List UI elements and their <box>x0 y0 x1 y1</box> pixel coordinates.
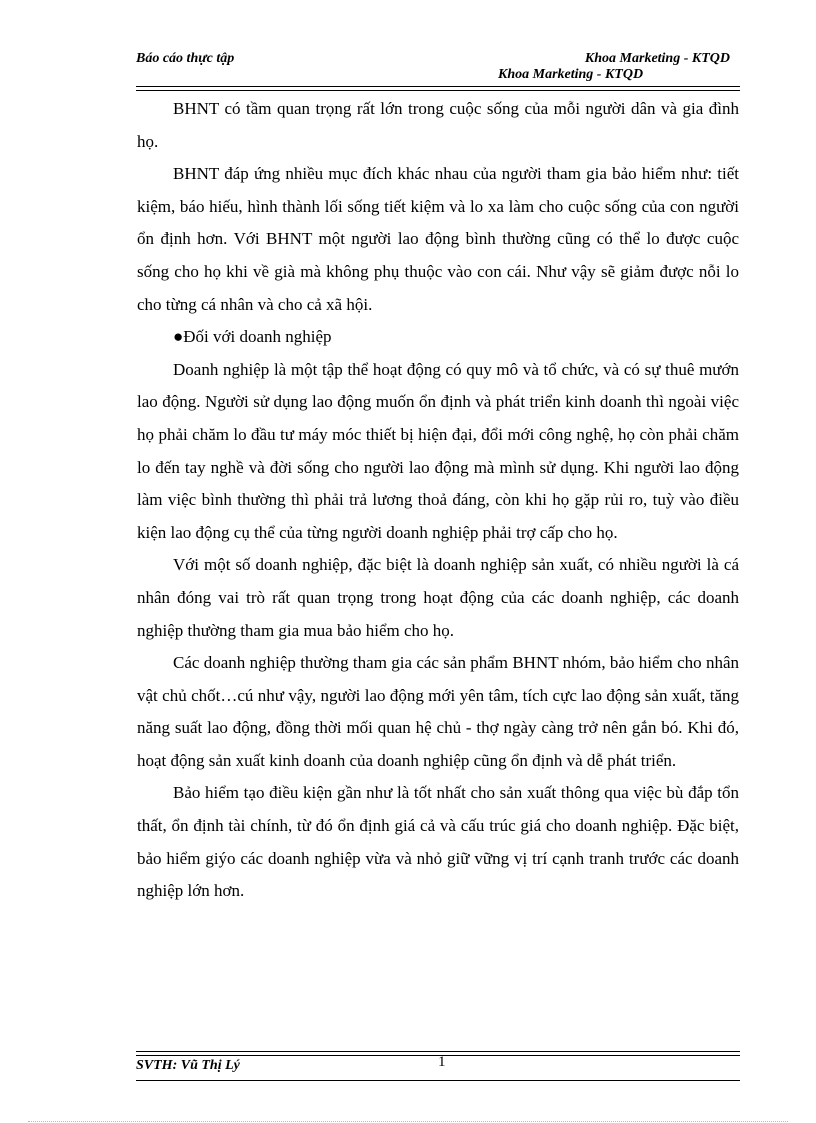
document-body <box>137 93 739 908</box>
footer-bottom-rule <box>136 1080 740 1081</box>
header-report-title: Báo cáo thực tập <box>136 51 235 66</box>
body-paragraph: Bảo hiểm tạo điều kiện gần như là tốt nhất cho sản xuất thông qua việc bù đắp tổn thất, ổn định tài chính, từ đó ổn định giá cả và cấu trúc giá cho doanh nghiệp. Đặc biệt, bảo hiểm giýo các doanh nghiệp vừa và nhỏ giữ vững vị trí cạnh tranh trước các doanh nghiệp lớn hơn. <box>137 783 739 901</box>
body-paragraph: Các doanh nghiệp thường tham gia các sản phẩm BHNT nhóm, bảo hiểm cho nhân vật chủ chốt…cú như vậy, người lao động mới yên tâm, tích cực lao động sản xuất, tăng năng suất lao động, đồng thời mối quan hệ chủ - thợ ngày càng trở nên gắn bó. Khi đó, hoạt động sản xuất kinh doanh của doanh nghiệp cũng ổn định và dễ phát triển. <box>137 653 739 770</box>
header-department-repeat: Khoa Marketing - KTQD <box>498 67 644 82</box>
body-paragraph: BHNT đáp ứng nhiều mục đích khác nhau của người tham gia bảo hiểm như: tiết kiệm, báo hiếu, hình thành lối sống tiết kiệm và lo xa làm cho cuộc sống của con người ổn định hơn. Với BHNT một người lao động bình thường cũng có thể lo được cuộc sống cho họ khi về già mà không phụ thuộc vào con cái. Như vậy sẽ giảm được nỗi lo cho từng cá nhân và cho cả xã hội. <box>137 164 739 314</box>
body-paragraph: Doanh nghiệp là một tập thể hoạt động có quy mô và tổ chức, và có sự thuê mướn lao động. Người sử dụng lao động muốn ổn định và phát triển kinh doanh thì ngoài việc họ phải chăm lo đầu tư máy móc thiết bị hiện đại, đổi mới công nghệ, họ còn phải chăm lo đến tay nghề và đời sống cho người lao động mà mình sử dụng. Khi người lao động làm việc bình thường thì phải trả lương thoả đáng, còn khi họ gặp rủi ro, tuỳ vào điều kiện lao động cụ thể của từng người doanh nghiệp phải trợ cấp cho họ. <box>137 359 739 542</box>
footer-rule <box>136 1051 740 1052</box>
header-department: Khoa Marketing - KTQD <box>584 51 730 66</box>
footer-author: SVTH: Vũ Thị Lý <box>136 1058 240 1073</box>
body-paragraph: BHNT có tầm quan trọng rất lớn trong cuộc sống của mỗi người dân và gia đình họ. <box>137 99 739 151</box>
header-rule <box>136 86 740 87</box>
page-footer <box>136 1054 740 1082</box>
header-rule-double <box>136 90 740 91</box>
page-edge-dotted-line <box>28 1121 788 1122</box>
section-heading-bullet: ●Đối với doanh nghiệp <box>173 327 332 347</box>
body-paragraph: Với một số doanh nghiệp, đặc biệt là doanh nghiệp sản xuất, có nhiều người là cá nhân đóng vai trò rất quan trọng trong hoạt động của các doanh nghiệp, các doanh nghiệp thường tham gia mua bảo hiểm cho họ. <box>137 555 739 640</box>
page-header <box>136 48 740 88</box>
page-number: 1 <box>438 1054 446 1070</box>
